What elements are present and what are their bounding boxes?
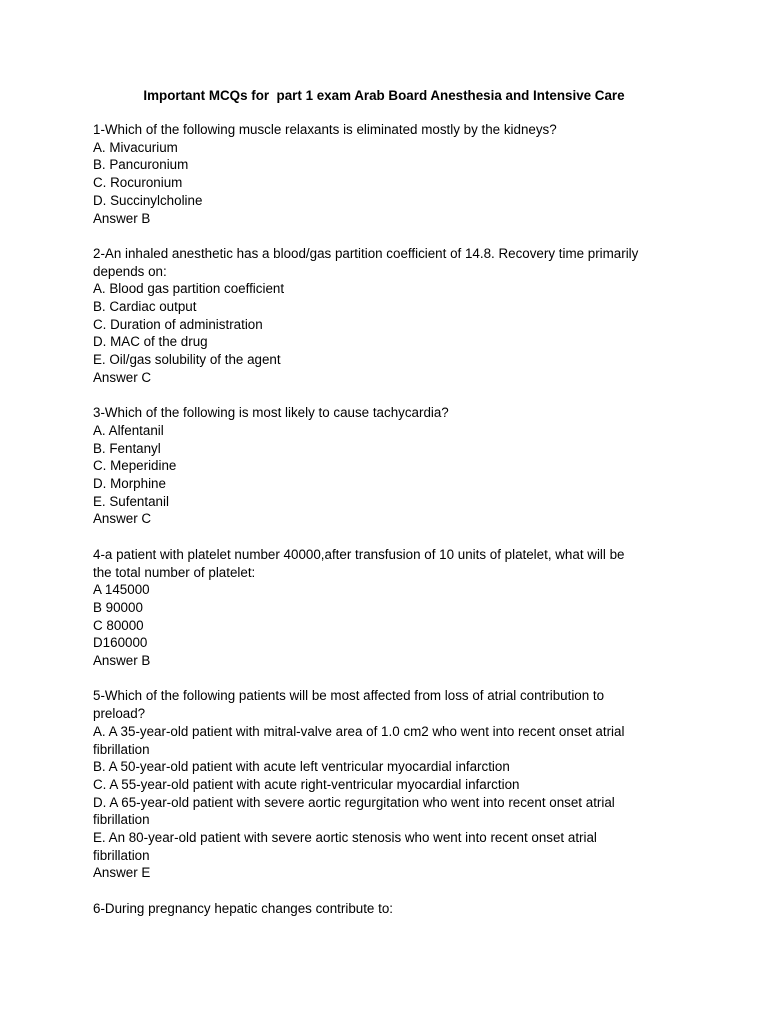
option-line: A. Mivacurium — [93, 139, 178, 155]
question-text-line: 5-Which of the following patients will be most affected from loss of atrial contribution to — [93, 688, 605, 704]
question-block — [93, 900, 693, 918]
question-text-line: fibrillation — [93, 812, 150, 828]
question-block — [93, 245, 693, 387]
question-text-line: fibrillation — [93, 847, 150, 863]
document-title: Important MCQs for part 1 exam Arab Board Anesthesia and Intensive Care — [143, 88, 625, 103]
question-block — [93, 121, 693, 227]
answer-line: Answer B — [93, 210, 151, 226]
question-text-line: 4-a patient with platelet number 40000,after transfusion of 10 units of platelet, what will be — [93, 546, 625, 562]
question-text-line: depends on: — [93, 263, 167, 279]
question-text-line: 6-During pregnancy hepatic changes contribute to: — [93, 900, 393, 916]
option-line: E. An 80-year-old patient with severe aortic stenosis who went into recent onset atrial — [93, 830, 597, 846]
option-line: D160000 — [93, 635, 148, 651]
option-line: B. Cardiac output — [93, 299, 197, 315]
option-line: D. A 65-year-old patient with severe aortic regurgitation who went into recent onset atrial — [93, 794, 615, 810]
question-text-line: preload? — [93, 706, 146, 722]
question-text-line: 3-Which of the following is most likely to cause tachycardia? — [93, 405, 449, 421]
answer-line: Answer C — [93, 511, 152, 527]
question-block — [93, 546, 693, 670]
answer-line: Answer E — [93, 865, 151, 881]
option-line: E. Oil/gas solubility of the agent — [93, 352, 281, 368]
option-line: A 145000 — [93, 582, 150, 598]
question-block — [93, 404, 693, 528]
option-line: C. Meperidine — [93, 458, 177, 474]
question-text-line: 1-Which of the following muscle relaxants is eliminated mostly by the kidneys? — [93, 122, 557, 137]
option-line: A. Alfentanil — [93, 422, 164, 438]
option-line: A. A 35-year-old patient with mitral-valve area of 1.0 cm2 who went into recent onset atrial — [93, 723, 625, 739]
question-text-line: 2-An inhaled anesthetic has a blood/gas partition coefficient of 14.8. Recovery time primarily — [93, 245, 639, 261]
question-text-line: the total number of platelet: — [93, 564, 256, 580]
option-line: B. Pancuronium — [93, 157, 189, 173]
question-list — [93, 121, 693, 935]
question-text-line: fibrillation — [93, 741, 150, 757]
option-line: B. A 50-year-old patient with acute left ventricular myocardial infarction — [93, 759, 510, 775]
answer-line: Answer C — [93, 369, 152, 385]
option-line: B. Fentanyl — [93, 440, 161, 456]
option-line: D. Morphine — [93, 476, 166, 492]
option-line: C. Duration of administration — [93, 316, 263, 332]
option-line: C. Rocuronium — [93, 175, 183, 191]
option-line: D. MAC of the drug — [93, 334, 208, 350]
option-line: C. A 55-year-old patient with acute right-ventricular myocardial infarction — [93, 776, 520, 792]
option-line: C 80000 — [93, 617, 144, 633]
option-line: A. Blood gas partition coefficient — [93, 281, 285, 297]
option-line: B 90000 — [93, 599, 143, 615]
option-line: D. Succinylcholine — [93, 192, 203, 208]
answer-line: Answer B — [93, 653, 151, 669]
question-block — [93, 687, 693, 882]
option-line: E. Sufentanil — [93, 493, 169, 509]
